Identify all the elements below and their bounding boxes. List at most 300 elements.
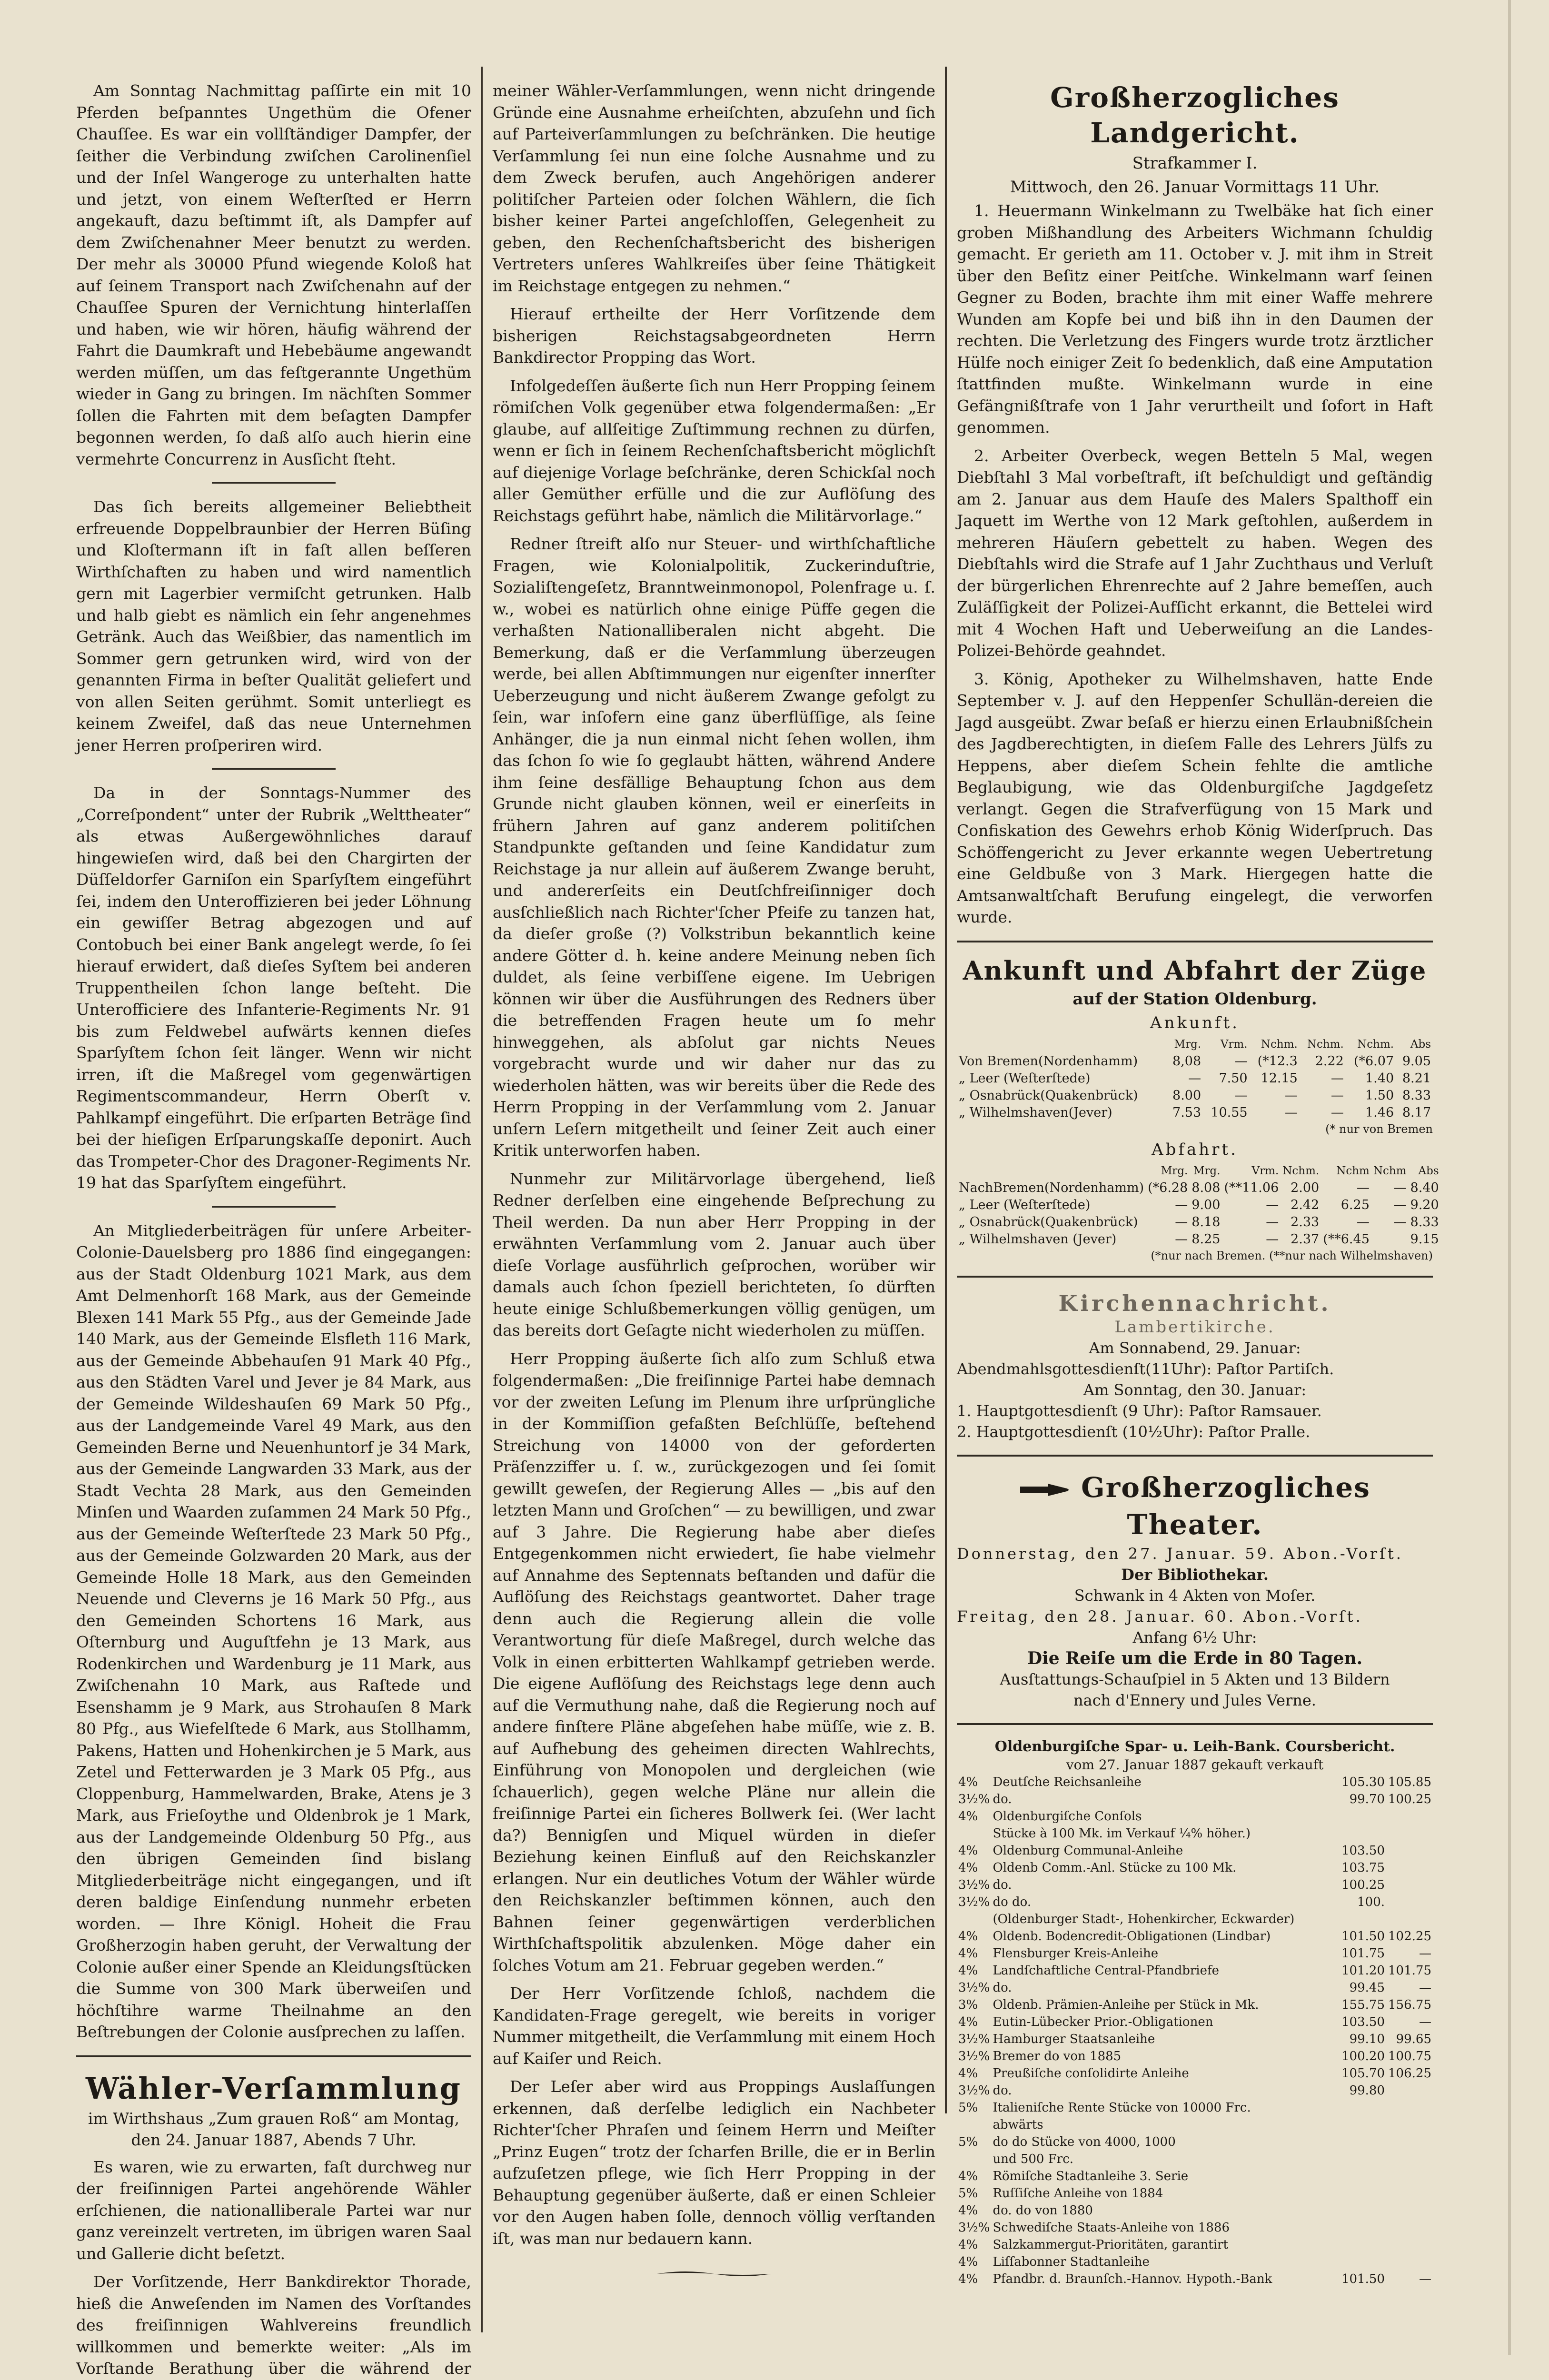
column-2 xyxy=(493,80,935,2327)
court-date: Mittwoch, den 26. Januar Vormittags 11 Uhr. xyxy=(1010,178,1380,197)
bank-row xyxy=(957,1859,1433,1876)
trains-title: Ankunft und Abfahrt der Züge xyxy=(963,955,1427,986)
bank-cell xyxy=(1386,1808,1433,1825)
departure-cell: 8.25 xyxy=(1192,1231,1221,1247)
bank-cell: 103.50 xyxy=(1341,2014,1385,2029)
bank-row xyxy=(957,2219,1433,2236)
departure-row xyxy=(957,1214,1441,1231)
departure-cell: (*6.28 xyxy=(1148,1180,1188,1195)
arrival-table xyxy=(957,1036,1433,1121)
departure-cell: NachBremen(Nordenhamm) xyxy=(959,1180,1144,1195)
section-rule xyxy=(957,1723,1433,1725)
bank-cell: 5% xyxy=(958,2100,978,2115)
court-case: 1. Heuermann Winkelmann zu Twelbäke hat ſich einer groben Mißhandlung des Arbeiters Wichmann ſchuldig gemacht. Er gerieth am 11. October v. J. mit ihm in Streit über den Beſitz einer Peitſche. Winkelmann warf ſeinen Gegner zu Boden, brachte ihm mit einer Waffe mehrere Wunden am Kopfe bei und biß ihn in den Daumen der rechten. Die Verletzung des Fingers wurde trotz ärztlicher Hülfe noch einiger Zeit ſo bedenklich, daß eine Amputation ſtattfinden mußte. Winkelmann wurde in eine Gefängnißſtrafe von 1 Jahr verurtheilt und ſofort in Haft genommen. xyxy=(957,201,1433,436)
bank-cell: 99.80 xyxy=(1349,2083,1385,2098)
bank-cell: Eutin-Lübecker Prior.-Obligationen xyxy=(993,2014,1213,2029)
arrival-cell: 9.05 xyxy=(1402,1053,1431,1069)
theatre-line: Anfang 6½ Uhr: xyxy=(1132,1628,1257,1646)
theatre-play: Die Reiſe um die Erde in 80 Tagen. xyxy=(1027,1648,1363,1668)
bank-cell xyxy=(1386,2151,1433,2168)
column-3 xyxy=(957,80,1439,2327)
bank-cell: 101.20 xyxy=(1341,1963,1385,1978)
bank-cell: Italieniſche Rente Stücke von 10000 Frc. xyxy=(993,2100,1251,2115)
bank-cell: 100.75 xyxy=(1388,2049,1431,2063)
meeting-paragraph: Der Vorſitzende, Herr Bankdirektor Thorade, hieß die Anweſenden im Namen des Vorſtandes des freiſinnigen Wahlvereins freundlich willkommen und bemerkte weiter: „Als im Vorſtande Berathung über die während der xyxy=(76,2272,471,2378)
bank-cell: 5% xyxy=(958,2134,978,2149)
bank-cell xyxy=(1386,1911,1433,1928)
bank-subtitle: vom 27. Januar 1887 gekauft verkauft xyxy=(1066,1756,1324,1773)
bank-cell: 4% xyxy=(958,1775,978,1789)
departure-cell: (**11.06 xyxy=(1224,1180,1279,1195)
bank-row xyxy=(957,2202,1433,2219)
bank-cell xyxy=(1386,2253,1433,2271)
bank-cell xyxy=(1340,2236,1386,2253)
article-separator xyxy=(212,768,336,770)
column-1 xyxy=(76,80,471,2378)
article-separator xyxy=(212,482,336,484)
section-rule xyxy=(76,2055,471,2057)
bank-cell: Hamburger Staatsanleihe xyxy=(993,2032,1155,2046)
departure-cell: 9.00 xyxy=(1192,1197,1221,1212)
departure-row xyxy=(957,1231,1441,1248)
departure-cell: Nchm xyxy=(1336,1164,1370,1177)
bank-cell: Oldenb. Prämien-Anleihe per Stück in Mk. xyxy=(993,1997,1259,2012)
bank-cell xyxy=(1386,1876,1433,1894)
theatre-line: Donnerstag, den 27. Januar. 59. Abon.-Vorſt. xyxy=(957,1544,1403,1563)
bank-row xyxy=(957,2099,1433,2116)
arrival-row xyxy=(957,1053,1433,1070)
arrival-cell: „ Leer (Weſterſtede) xyxy=(959,1071,1091,1086)
bank-cell: Flensburger Kreis-Anleihe xyxy=(993,1946,1159,1961)
bank-cell: 105.85 xyxy=(1388,1775,1431,1789)
bank-cell: do. xyxy=(993,1980,1012,1995)
bank-row xyxy=(957,1876,1433,1894)
bank-cell: Oldenburgiſche Conſols xyxy=(993,1809,1142,1824)
bank-cell: 4% xyxy=(958,1946,978,1961)
bank-row xyxy=(957,1962,1433,1979)
bank-cell: 105.30 xyxy=(1341,1775,1385,1789)
bank-row xyxy=(957,1928,1433,1945)
departure-row xyxy=(957,1197,1441,1214)
arrival-cell: — xyxy=(1331,1105,1344,1120)
theatre-line: Ausſtattungs-Schauſpiel in 5 Akten und 13 Bildern xyxy=(1000,1670,1390,1688)
meeting-paragraph: Redner ſtreift alſo nur Steuer- und wirthſchaftliche Fragen, wie Kolonialpolitik, Zuckerinduſtrie, Sozialiſtengeſetz, Branntweinmonopol, Polenfrage u. ſ. w., wobei es natürlich ohne einige Püffe gegen die verhaßten Nationalliberalen nicht abgeht. Die Bemerkung, daß er die Verſammlung überzeugen werde, bei allen Abſtimmungen nur eigenſter innerſter Ueberzeugung und nicht äußerem Zwange gefolgt zu ſein, war inſofern eine ganz überflüſſige, als ſeine Anhänger, die ja nun einmal nicht ſehen wollen, ihm das ſchon ſo wie ſo geglaubt hätten, während Andere ihm ſeine desfällige Behauptung ſchon aus dem Grunde nicht glauben können, weil er einerſeits in frühern Jahren auf ganz anderem politiſchen Standpunkte geſtanden und ſeine Kandidatur zum Reichstage ja nur allein auf äußerem Zwange beruht, und andererſeits ein Deutſchfreiſinniger doch ausſchließlich nach Richter'ſcher Pfeife zu tanzen hat, da dieſer große (?) Volkstribun bekanntlich keine andere Götter d. h. keine andere Meinung neben ſich duldet, als ſeine verbiſſene eigene. Im Uebrigen können wir über die Ausführungen des Redners über die betreffenden Fragen heute um ſo mehr hinweggehen, als abſolut gar nichts Neues vorgebracht wurde und wir daher nur das zu wiederholen hätten, was wir bereits über die Rede des Herrn Propping in der Verſammlung vom 2. Januar unſern Leſern mitgetheilt und ſeiner Zeit auch einer Kritik unterworfen haben. xyxy=(493,535,935,1160)
bank-cell: 99.65 xyxy=(1396,2032,1431,2046)
departure-cell: 2.42 xyxy=(1291,1197,1320,1212)
bank-cell xyxy=(1340,1911,1386,1928)
arrival-cell: Nchm. xyxy=(1357,1038,1394,1051)
meeting-paragraph: Der Leſer aber wird aus Proppings Auslaſſungen erkennen, daß derſelbe lediglich ein Nachbeter Richter'ſcher Phraſen und ſeinem Herrn und Meiſter „Prinz Eugen“ trotz der ſcharfen Brille, die er in Berlin aufzuſetzen pflege, wie ſich Herr Propping in der Behauptung gegenüber äußerte, daß er einen Schleier vor den Augen haben ſolle, dennoch völlig verſtanden iſt, was man nur bedauern kann. xyxy=(493,2077,935,2248)
theatre-title xyxy=(957,1469,1433,1543)
bank-cell: 4% xyxy=(958,2169,978,2183)
departure-cell: — xyxy=(1356,1180,1370,1195)
bank-cell: 4% xyxy=(958,1963,978,1978)
trains-subtitle: auf der Station Oldenburg. xyxy=(1072,989,1317,1009)
bank-cell: Schwediſche Staats-Anleihe von 1886 xyxy=(993,2220,1230,2235)
court-case: 2. Arbeiter Overbeck, wegen Betteln 5 Mal, wegen Diebſtahl 3 Mal vorbeſtraft, iſt beſchuldigt und geſtändig am 2. Januar aus dem Hauſe des Malers Spalthoff ein Jaquett im Werthe von 12 Mark geſtohlen, außerdem in mehreren Häuſern gebettelt zu haben. Wegen des Diebſtahls wird die Strafe auf 1 Jahr Zuchthaus und Verluſt der bürgerlichen Ehrenrechte auf 2 Jahre bemeſſen, auch Zuläſſigkeit der Polizei-Aufſicht erkannt, die Bettelei wird mit 4 Wochen Haft und Ueberweiſung an die Landes-Polizei-Behörde geahndet. xyxy=(957,446,1433,660)
bank-row xyxy=(957,1791,1433,1808)
arrival-cell: 1.46 xyxy=(1365,1105,1394,1120)
bank-cell: do. xyxy=(993,1877,1012,1892)
bank-row xyxy=(957,1808,1433,1825)
departure-cell: 8.08 xyxy=(1192,1180,1221,1195)
bank-cell: 100.25 xyxy=(1341,1877,1385,1892)
bank-cell: 99.45 xyxy=(1349,1980,1385,1995)
arrival-cell: 2.22 xyxy=(1315,1053,1344,1069)
church-line: Am Sonnabend, 29. Januar: xyxy=(1089,1339,1301,1357)
departure-cell: — xyxy=(1175,1214,1188,1230)
bank-row xyxy=(957,2048,1433,2065)
arrival-cell: — xyxy=(1284,1105,1298,1120)
departure-cell: 9.20 xyxy=(1410,1197,1439,1212)
arrival-cell: 8.17 xyxy=(1402,1105,1431,1120)
departure-cell: — xyxy=(1266,1197,1279,1212)
bank-cell xyxy=(957,1825,991,1842)
bank-cell: 99.10 xyxy=(1349,2032,1385,2046)
bank-cell: 3½% xyxy=(958,2220,990,2235)
bank-row xyxy=(957,1842,1433,1859)
bank-cell: 3½% xyxy=(958,2083,990,2098)
departure-cell: Mrg. xyxy=(1161,1164,1188,1177)
section-rule xyxy=(957,941,1433,942)
bank-row xyxy=(957,1945,1433,1962)
bank-cell: 4% xyxy=(958,1843,978,1858)
church-line: 1. Hauptgottesdienſt (9 Uhr): Paſtor Ramsauer. xyxy=(957,1401,1322,1420)
departure-cell: — xyxy=(1356,1214,1370,1230)
arrival-cell: — xyxy=(1331,1071,1344,1086)
departure-row xyxy=(957,1180,1441,1197)
arrival-row xyxy=(957,1070,1433,1087)
bank-cell xyxy=(1340,2133,1386,2151)
bank-row xyxy=(957,2168,1433,2185)
departure-label: Abfahrt. xyxy=(1152,1140,1238,1159)
bank-cell: Pfandbr. d. Braunſch.-Hannov. Hypoth.-Bank xyxy=(993,2271,1272,2286)
bank-cell: 101.75 xyxy=(1341,1946,1385,1961)
arrival-row xyxy=(957,1087,1433,1104)
bank-cell: (Oldenburger Stadt-, Hohenkircher, Eckwarder) xyxy=(993,1912,1295,1926)
meeting-paragraph: Es waren, wie zu erwarten, faſt durchweg nur der freiſinnigen Partei angehörende Wähler erſchienen, die nationalliberale Partei war nur ganz vereinzelt vertreten, im übrigen waren Saal und Gallerie dicht beſetzt. xyxy=(76,2157,471,2263)
section-rule xyxy=(957,1455,1433,1457)
bank-cell: 155.75 xyxy=(1341,1997,1385,2012)
departure-cell: 2.37 xyxy=(1291,1231,1320,1247)
bank-row xyxy=(957,2116,1433,2133)
bank-cell: 101.50 xyxy=(1341,1929,1385,1944)
arrival-cell: 1.50 xyxy=(1365,1088,1394,1103)
bank-cell: 101.50 xyxy=(1341,2271,1385,2286)
arrival-cell: „ Wilhelmshaven(Jever) xyxy=(959,1105,1112,1120)
bank-cell xyxy=(1340,2202,1386,2219)
bank-cell: Liſſabonner Stadtanleihe xyxy=(993,2254,1150,2269)
court-case: 3. König, Apotheker zu Wilhelmshaven, hatte Ende September v. J. auf den Heppenſer Schullän-dereien die Jagd ausgeübt. Zwar beſaß er hierzu einen Erlaubnißſchein des Jagdberechtigten, in dieſem Falle des Lehrers Jülfs zu Heppens, aber dieſem Schein fehlte die amtliche Beglaubigung, wie das Oldenburgiſche Jagdgeſetz verlangt. Gegen die Strafverfügung von 15 Mark und Confiskation des Gewehrs erhob König Widerſpruch. Das Schöffengericht zu Jever erkannte wegen Uebertretung eine Geldbuße von 3 Mark. Hiergegen hatte die Amtsanwaltſchaft Berufung eingelegt, die verworfen wurde. xyxy=(957,669,1433,926)
arrival-cell xyxy=(957,1036,1166,1053)
departure-cell: — xyxy=(1393,1214,1407,1230)
bank-cell: 106.25 xyxy=(1388,2066,1431,2081)
bank-cell: Ruſſiſche Anleihe von 1884 xyxy=(993,2186,1163,2201)
court-title: Großherzogliches Landgericht. xyxy=(1050,81,1340,149)
departure-cell xyxy=(1371,1231,1409,1248)
bank-cell xyxy=(1386,1859,1433,1876)
arrival-cell: (*6.07 xyxy=(1353,1053,1394,1069)
departure-cell: (**6.45 xyxy=(1323,1231,1370,1247)
bank-cell xyxy=(1386,2219,1433,2236)
church-subtitle: Lambertikirche. xyxy=(1114,1317,1275,1337)
bank-cell: 4% xyxy=(958,2066,978,2081)
bank-cell: 3½% xyxy=(958,2049,990,2063)
bank-cell: 102.25 xyxy=(1388,1929,1431,1944)
theatre-play: Der Bibliothekar. xyxy=(1121,1565,1269,1584)
arrival-cell: — xyxy=(1234,1053,1248,1069)
bank-cell: und 500 Frc. xyxy=(993,2152,1074,2166)
arrival-cell: Mrg. xyxy=(1174,1038,1201,1051)
arrival-cell: 1.40 xyxy=(1365,1071,1394,1086)
arrival-row xyxy=(957,1104,1433,1121)
departure-cell: — xyxy=(1393,1180,1407,1195)
departure-cell: „ Osnabrück(Quakenbrück) xyxy=(959,1214,1138,1230)
bank-cell xyxy=(1386,2116,1433,2133)
bank-cell: 4% xyxy=(958,2014,978,2029)
departure-cell: „ Wilhelmshaven (Jever) xyxy=(959,1231,1117,1247)
departure-cell: Nchm xyxy=(1373,1164,1407,1177)
arrival-cell: 8.21 xyxy=(1402,1071,1431,1086)
bank-row xyxy=(957,2151,1433,2168)
bank-cell: 3½% xyxy=(958,1894,990,1909)
departure-cell: 8.33 xyxy=(1410,1214,1439,1230)
bank-cell: do. xyxy=(993,2083,1012,2098)
arrival-header-row xyxy=(957,1036,1433,1053)
bank-cell: abwärts xyxy=(993,2117,1043,2132)
bank-cell xyxy=(1386,2185,1433,2202)
bank-row xyxy=(957,1894,1433,1911)
bank-cell: do do Stücke von 4000, 1000 xyxy=(993,2134,1176,2149)
bank-row xyxy=(957,1996,1433,2013)
arrival-note: (* nur von Bremen xyxy=(1325,1122,1433,1136)
arrival-cell: 8,08 xyxy=(1172,1053,1201,1069)
arrival-cell: 8.00 xyxy=(1172,1088,1201,1103)
bank-cell xyxy=(1386,2202,1433,2219)
bank-cell: — xyxy=(1419,1980,1431,1995)
bank-cell: 103.75 xyxy=(1341,1860,1385,1875)
bank-cell: Deutſche Reichsanleihe xyxy=(993,1775,1142,1789)
bank-cell xyxy=(1340,2219,1386,2236)
arrival-cell: 7.53 xyxy=(1172,1105,1201,1120)
departure-cell: 6.25 xyxy=(1340,1197,1370,1212)
bank-cell xyxy=(1340,2099,1386,2116)
bank-cell: Salzkammergut-Prioritäten, garantirt xyxy=(993,2237,1228,2252)
bank-cell xyxy=(1386,2133,1433,2151)
church-line: Abendmahlsgottesdienſt(11Uhr): Paſtor Partiſch. xyxy=(957,1359,1334,1378)
departure-table xyxy=(957,1162,1441,1248)
bank-cell: 4% xyxy=(958,1860,978,1875)
bank-cell xyxy=(1340,2185,1386,2202)
arrival-cell: (*12.3 xyxy=(1257,1053,1298,1069)
bank-cell: 3½% xyxy=(958,1792,990,1806)
bank-cell: Oldenb Comm.-Anl. Stücke zu 100 Mk. xyxy=(993,1860,1237,1875)
arrival-cell: 12.15 xyxy=(1261,1071,1298,1086)
bank-cell xyxy=(1340,2116,1386,2133)
bank-table xyxy=(957,1774,1433,2288)
church-line: 2. Hauptgottesdienſt (10½Uhr): Paſtor Pralle. xyxy=(957,1422,1311,1441)
departure-cell: 2.00 xyxy=(1291,1180,1320,1195)
bank-cell: 4% xyxy=(958,2203,978,2218)
arrival-label: Ankunft. xyxy=(1150,1013,1240,1032)
departure-cell: — xyxy=(1175,1197,1188,1212)
bank-row xyxy=(957,2013,1433,2031)
arrival-cell: Nchm. xyxy=(1307,1038,1344,1051)
arrival-cell: Vrm. xyxy=(1220,1038,1248,1051)
bank-cell: 101.75 xyxy=(1388,1963,1431,1978)
departure-cell: Vrm. xyxy=(1251,1164,1279,1177)
arrival-cell: Abs xyxy=(1410,1038,1431,1051)
bank-cell: 4% xyxy=(958,2237,978,2252)
bank-cell: do do. xyxy=(993,1894,1032,1909)
arrival-cell: „ Osnabrück(Quakenbrück) xyxy=(959,1088,1138,1103)
church-title: Kirchennachricht. xyxy=(1058,1290,1331,1316)
bank-row xyxy=(957,2133,1433,2151)
bank-row xyxy=(957,1911,1433,1928)
departure-cell: „ Leer (Weſterſtede) xyxy=(959,1197,1091,1212)
meeting-paragraph: Infolgedeſſen äußerte ſich nun Herr Propping ſeinem römiſchen Volk gegenüber etwa folgendermaßen: „Er glaube, auf allſeitige Zuſtimmung rechnen zu dürfen, wenn er ſich in ſeinem Rechenſchaftsbericht möglichſt auf diejenige Vorlage beſchränke, deren Schickſal noch aller Gemüther erfülle und die zur Auflöſung des Reichstags geführt habe, nämlich die Militärvorlage.“ xyxy=(493,376,935,525)
meeting-paragraph: Der Herr Vorſitzende ſchloß, nachdem die Kandidaten-Frage geregelt, wie bereits in voriger Nummer mitgetheilt, die Verſammlung mit einem Hoch auf Kaiſer und Reich. xyxy=(493,1984,935,2068)
bank-cell xyxy=(1340,2168,1386,2185)
departure-cell: — xyxy=(1266,1214,1279,1230)
bank-cell xyxy=(1386,1825,1433,1842)
bank-cell xyxy=(1340,1808,1386,1825)
bank-row xyxy=(957,2031,1433,2048)
meeting-paragraph: Nunmehr zur Militärvorlage übergehend, ließ Redner derſelben eine eingehende Beſprechung zu Theil werden. Da nun aber Herr Propping in der erwähnten Verſammlung vom 2. Januar auch über dieſe Vorlage ausführlich geſprochen, worüber wir damals auch ſchon ſpeziell berichteten, ſo dürften heute einige Schlußbemerkungen völlig genügen, um das bereits dort Geſagte nicht wiederholen zu müſſen. xyxy=(493,1169,935,1339)
departure-cell: 2.33 xyxy=(1291,1214,1320,1230)
bank-cell: Landſchaftliche Central-Pfandbriefe xyxy=(993,1963,1219,1978)
bank-cell xyxy=(957,1911,991,1928)
bank-cell: 3½% xyxy=(958,2032,990,2046)
bank-cell: do. do von 1880 xyxy=(993,2203,1093,2218)
bank-row xyxy=(957,2253,1433,2271)
arrival-cell: — xyxy=(1234,1088,1248,1103)
theatre-line: Freitag, den 28. Januar. 60. Abon.-Vorſt. xyxy=(957,1607,1363,1626)
theatre-line: Schwank in 4 Akten von Moſer. xyxy=(1074,1586,1316,1605)
departure-cell: — xyxy=(1175,1231,1188,1247)
departure-cell: Nchm. xyxy=(1282,1164,1320,1177)
bank-cell: — xyxy=(1419,1946,1431,1961)
bank-row xyxy=(957,2271,1433,2288)
bank-cell: 3½% xyxy=(958,1877,990,1892)
article-beer: Das ſich bereits allgemeiner Beliebtheit erfreuende Doppelbraunbier der Herren Büſing und Kloſtermann iſt in faſt allen beſſeren Wirthſchaften zu haben und wird namentlich gern mit Lagerbier vermiſcht getrunken. Halb und halb giebt es nämlich ein ſehr angenehmes Getränk. Auch das Weißbier, das namentlich im Sommer gern getrunken wird, wird von der genannten Firma in beſter Qualität geliefert und von allen Seiten gerühmt. Somit unterliegt es keinem Zweifel, daß das neue Unternehmen jener Herren proſperiren wird. xyxy=(76,497,471,754)
bank-cell xyxy=(1340,1825,1386,1842)
departure-header-row xyxy=(957,1162,1441,1180)
bank-cell: 100.20 xyxy=(1341,2049,1385,2063)
bank-cell xyxy=(1386,1842,1433,1859)
bank-cell: 4% xyxy=(958,2271,978,2286)
meeting-paragraph: meiner Wähler-Verſammlungen, wenn nicht dringende Gründe eine Ausnahme erheiſchten, abzuſehn und ſich auf Parteiverſammlungen zu beſchränken. Die heutige Verſammlung ſei nun eine ſolche Ausnahme und zu dem Zweck berufen, auch Angehörigen anderer politiſcher Parteien oder ſolchen Wählern, die ſich bisher keiner Partei angeſchloſſen, Gelegenheit zu geben, den Rechenſchaftsbericht des bisherigen Vertreters unſeres Wahlkreiſes über ſeine Thätigkeit im Reichstage entgegen zu nehmen.“ xyxy=(493,81,935,295)
bank-cell: Römiſche Stadtanleihe 3. Serie xyxy=(993,2169,1189,2183)
section-rule xyxy=(957,1276,1433,1278)
bank-cell xyxy=(1386,2099,1433,2116)
article-separator xyxy=(212,1206,336,1208)
arrival-cell: Von Bremen(Nordenhamm) xyxy=(959,1053,1138,1069)
bank-row xyxy=(957,1774,1433,1791)
bank-cell: do. xyxy=(993,1792,1012,1806)
ornament-icon xyxy=(657,2268,771,2280)
bank-cell: 3% xyxy=(958,1997,978,2012)
departure-note: (*nur nach Bremen. (**nur nach Wilhelmshaven) xyxy=(1151,1249,1433,1262)
departure-cell: Abs xyxy=(1418,1164,1439,1177)
page-edge xyxy=(1508,0,1511,2355)
article-savings: Da in der Sonntags-Nummer des „Correſpondent“ unter der Rubrik „Welttheater“ als etwas Außergewöhnliches darauf hingewieſen wird, daß bei den Chargirten der Düſſeldorfer Garniſon ein Sparſyſtem eingeführt ſei, indem den Unteroffizieren bei jeder Löhnung ein gewiſſer Betrag abgezogen und auf Contobuch bei einer Bank angelegt werde, ſo ſei hierauf erwidert, daß dieſes Syſtem bei anderen Truppentheilen ſchon lange beſteht. Die Unterofficiere des Infanterie-Regiments Nr. 91 bis zum Feldwebel aufwärts kennen dieſes Sparſyſtem ſchon ſeit länger. Wenn wir nicht irren, iſt die Maßregel vom gegenwärtigen Regimentscommandeur, Herrn Oberſt v. Pahlkampf eingeführt. Die erſparten Beträge ſind bei der hieſigen Erſparungskaſſe deponirt. Auch das Trompeter-Chor des Dragoner-Regiments Nr. 19 hat das Sparſyſtem eingeführt. xyxy=(76,783,471,1192)
departure-cell: 8.18 xyxy=(1192,1214,1221,1230)
bank-cell: 156.75 xyxy=(1388,1997,1431,2012)
meeting-paragraph: Hierauf ertheilte der Herr Vorſitzende dem bisherigen Reichstagsabgeordneten Herrn Bankdirector Propping das Wort. xyxy=(493,305,935,367)
bank-cell: 100.25 xyxy=(1388,1792,1431,1806)
departure-cell: — xyxy=(1266,1231,1279,1247)
bank-cell xyxy=(957,2151,991,2168)
bank-cell: Preußiſche conſolidirte Anleihe xyxy=(993,2066,1189,2081)
bank-cell: 100. xyxy=(1357,1894,1385,1909)
bank-cell: — xyxy=(1419,2271,1431,2286)
bank-cell: — xyxy=(1419,2014,1431,2029)
bank-cell: Stücke à 100 Mk. im Verkauf ¼% höher.) xyxy=(993,1826,1251,1841)
bank-row xyxy=(957,1979,1433,1996)
bank-cell xyxy=(957,2116,991,2133)
end-ornament xyxy=(493,2268,935,2281)
arrival-cell: 10.55 xyxy=(1211,1105,1248,1120)
theatre-line: nach d'Ennery und Jules Verne. xyxy=(1073,1691,1316,1709)
departure-cell xyxy=(957,1162,1146,1180)
bank-cell: Bremer do von 1885 xyxy=(993,2049,1122,2063)
departure-cell: 8.40 xyxy=(1410,1180,1439,1195)
bank-cell: 105.70 xyxy=(1341,2066,1385,2081)
arrival-cell: — xyxy=(1331,1088,1344,1103)
bank-cell xyxy=(1340,2253,1386,2271)
article-steamer: Am Sonntag Nachmittag paſſirte ein mit 10 Pferden beſpanntes Ungethüm die Ofener Chauſſee. Es war ein vollſtändiger Dampfer, der ſeither die Verbindung zwiſchen Carolinenſiel und der Inſel Wangeroge zu unterhalten hatte und jetzt, von einem Weſterſted er Herrn angekauft, dazu beſtimmt iſt, als Dampfer auf dem Zwiſchenahner Meer benutzt zu werden. Der mehr als 30000 Pfund wiegende Koloß hat auf ſeinem Transport nach Zwiſchenahn auf der Chauſſee Spuren der Vernichtung hinterlaſſen und haben, wie wir hören, häufig während der Fahrt die Daumkraft und Hebebäume angewandt werden müſſen, um das feſtgerannte Ungethüm wieder in Gang zu bringen. Im nächſten Sommer ſollen die Fahrten mit dem beſagten Dampfer begonnen werden, ſo daß alſo auch hierin eine vermehrte Concurrenz in Ausſicht ſteht. xyxy=(76,81,471,468)
article-colony: An Mitgliederbeiträgen für unſere Arbeiter-Colonie-Dauelsberg pro 1886 ſind eingegangen: aus der Stadt Oldenburg 1021 Mark, aus dem Amt Delmenhorſt 168 Mark, aus der Gemeinde Blexen 141 Mark 55 Pfg., aus der Gemeinde Jade 140 Mark, aus der Gemeinde Elsfleth 116 Mark, aus der Gemeinde Abbehauſen 91 Mark 40 Pfg., aus den Städten Varel und Jever je 84 Mark, aus der Gemeinde Wildeshauſen 69 Mark 50 Pfg., aus der Landgemeinde Varel 49 Mark, aus den Gemeinden Berne und Neuenhuntorf je 34 Mark, aus der Gemeinde Langwarden 33 Mark, aus der Stadt Vechta 28 Mark, aus den Gemeinden Minſen und Waarden zuſammen 24 Mark 50 Pfg., aus der Gemeinde Weſterſtede 23 Mark 50 Pfg., aus der Gemeinde Golzwarden 20 Mark, aus der Gemeinde Holle 18 Mark, aus den Gemeinden Neuende und Cleverns je 16 Mark 50 Pfg., aus den Gemeinden Schortens 16 Mark, aus Oſternburg und Auguſtfehn je 13 Mark, aus Rodenkirchen und Wardenburg je 11 Mark, aus Zwiſchenahn 10 Mark, aus Raſtede und Esenshamm je 9 Mark, aus Strohauſen 8 Mark 80 Pfg., aus Wiefelſtede 6 Mark, aus Stollhamm, Pakens, Hatten und Hohenkirchen je 5 Mark, aus Zetel und Fetterwarden je 3 Mark 05 Pfg., aus Cloppenburg, Hammelwarden, Brake, Atens je 3 Mark, aus Frieſoythe und Oldenbrok je 1 Mark, aus der Landgemeinde Oldenburg 50 Pfg., aus den übrigen Gemeinden ſind bislang Mitgliederbeiträge nicht eingegangen, und iſt deren baldige Einſendung nunmehr erbeten worden. — Ihre Königl. Hoheit die Frau Großherzogin haben geruht, der Verwaltung der Colonie außer einer Spende an Kleidungsſtücken die Summe von 300 Mark überweiſen und höchſtihre warme Theilnahme an den Beſtrebungen der Colonie ausſprechen zu laſſen. xyxy=(76,1221,471,2041)
meeting-title: Wähler-Verſammlung xyxy=(85,2071,462,2106)
departure-cell: Mrg. xyxy=(1193,1164,1221,1177)
bank-row xyxy=(957,1825,1433,1842)
bank-cell: Oldenb. Bodencredit-Obligationen (Lindbar) xyxy=(993,1929,1271,1944)
bank-row xyxy=(957,2236,1433,2253)
meeting-paragraph: Herr Propping äußerte ſich alſo zum Schluß etwa folgendermaßen: „Die freiſinnige Partei habe demnach vor der zweiten Leſung im Plenum ihre urſprüngliche in der Kommiſſion gefaßten Beſchlüſſe, beſtehend Streichung von 14000 von der geforderten Präſenzziffer u. ſ. w., zurückgezogen und ſei ſomit gewillt geweſen, der Regierung Alles — „bis auf den letzten Mann und Groſchen“ — zu bewilligen, und zwar auf 3 Jahre. Die Regierung habe aber dieſes Entgegenkommen nicht erwiedert, ſie habe vielmehr auf Annahme des Septennats beſtanden und dafür die Auflöſung des Reichstags geantwortet. Daher trage denn auch die Regierung allein die volle Verantwortung für dieſe Maßregel, durch welche das Volk in einen erbitterten Wahlkampf getrieben werde. Die eigene Auflöſung des Reichstags lege denn auch auf die Vermuthung nahe, daß die Regierung noch auf andere finſtere Pläne abgeſehen habe müſſe, wie z. B. auf Aufhebung des geheimen directen Wahlrechts, Einführung von Monopolen und dergleichen (wie ſchauerlich), gegen welche Pläne nur allein die freiſinnige Partei ein ſicheres Bollwerk ſei. (Wer lacht da?) Bennigſen und Miquel würden in dieſer Beziehung keinen Einfluß auf den Reichskanzler erlangen. Nur ein deutliches Votum der Wähler würde den Reichskanzler beſtimmen können, auch den Bahnen ſeiner gegenwärtigen verderblichen Wirthſchaftspolitik abzulenken. Möge daher ein ſolches Votum am 21. Februar gegeben werden.“ xyxy=(493,1349,935,1974)
bank-row xyxy=(957,2065,1433,2082)
bank-cell: 99.70 xyxy=(1349,1792,1385,1806)
bank-row xyxy=(957,2185,1433,2202)
bank-cell: 4% xyxy=(958,1929,978,1944)
arrival-cell: 8.33 xyxy=(1402,1088,1431,1103)
bank-cell xyxy=(1386,2168,1433,2185)
court-subtitle: Strafkammer I. xyxy=(1132,154,1258,173)
arrival-cell: — xyxy=(1284,1088,1298,1103)
bank-cell: 4% xyxy=(958,1809,978,1824)
bank-cell: Oldenburg Communal-Anleihe xyxy=(993,1843,1183,1858)
arrival-cell: — xyxy=(1188,1071,1201,1086)
theatre-title-text: Großherzogliches Theater. xyxy=(1081,1471,1370,1541)
bank-cell: 103.50 xyxy=(1341,1843,1385,1858)
bank-cell xyxy=(1386,1894,1433,1911)
arrival-cell: 7.50 xyxy=(1219,1071,1248,1086)
bank-row xyxy=(957,2082,1433,2099)
departure-cell: — xyxy=(1393,1197,1407,1212)
meeting-subtitle: im Wirthshaus „Zum grauen Roß“ am Montag, den 24. Januar 1887, Abends 7 Uhr. xyxy=(88,2109,460,2149)
bank-title: Oldenburgiſche Spar- u. Leih-Bank. Coursbericht. xyxy=(994,1738,1395,1755)
church-line: Am Sonntag, den 30. Januar: xyxy=(1083,1380,1307,1399)
departure-cell: 9.15 xyxy=(1410,1231,1439,1247)
column-rule-right xyxy=(945,67,947,2113)
arrival-cell: Nchm. xyxy=(1261,1038,1298,1051)
pointing-hand-icon xyxy=(1019,1482,1072,1498)
bank-cell: 5% xyxy=(958,2186,978,2201)
bank-cell xyxy=(1340,2151,1386,2168)
bank-cell: 4% xyxy=(958,2254,978,2269)
column-rule-left xyxy=(481,67,483,2332)
bank-cell xyxy=(1386,2236,1433,2253)
